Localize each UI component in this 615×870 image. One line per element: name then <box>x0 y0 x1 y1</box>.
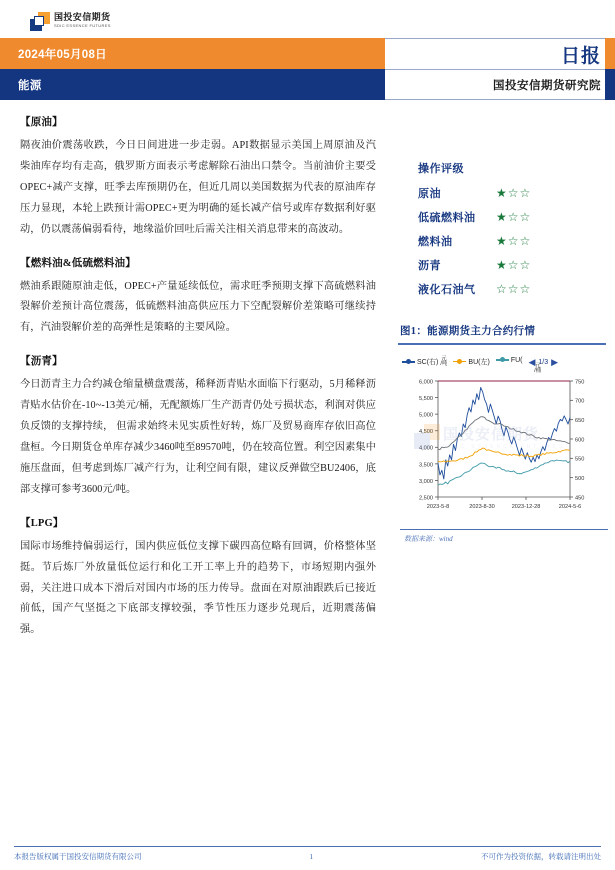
ratings-heading: 操作评级 <box>418 163 464 175</box>
svg-text:2,500: 2,500 <box>419 494 433 501</box>
edge-accent-orange <box>605 38 615 69</box>
svg-text:650: 650 <box>575 417 585 424</box>
section-body: 国际市场维持偏弱运行，国内供应低位支撑下碳四高位略有回调，价格整体坚挺。节后炼厂外放量低位运行和化工开工率上升的趋势下，市场短期内强外弱，关注进口成本下滑后对国内市场的压力传导。盘面在对原油跟跌后已接近前低，国产气坚挺之下底部支撑较强，季节性压力逐步兑现后，近期震荡偏强。 <box>20 540 376 636</box>
content-area <box>0 100 615 655</box>
rating-row-fuel-oil <box>418 233 610 249</box>
svg-text:3,000: 3,000 <box>419 478 433 485</box>
footer-divider <box>14 846 601 847</box>
legend-pager[interactable] <box>528 357 558 368</box>
section-body: 隔夜油价震荡收跌，今日日间进进一步走弱。API数据显示美国上周原油及汽柴油库存均有走高，俄罗斯方面表示考虑解除石油出口禁令。当前油价主要受OPEC+减产支撑，旺季去库预期仍在，但近几周以美国数据为代表的原油库存压力显现，本轮上跌预计需OPEC+更为明确的延长减产信号或库存数据利好驱动，仍以震荡偏弱看待，地缘溢价回吐后需关注相关消息带来的高波动。 <box>20 140 376 235</box>
section-body: 燃油系跟随原油走低，OPEC+产量延续低位，需求旺季预期支撑下高硫燃料油裂解价差预计高位震荡，低硫燃料油高供应压力下空配裂解价差策略可继续持有，汽油裂解价差的高弹性是策略的主要风险。 <box>20 280 376 334</box>
chevron-right-icon[interactable]: ▶ <box>551 356 559 367</box>
svg-text:750: 750 <box>575 378 585 385</box>
rating-row-bitumen <box>418 257 610 273</box>
section-title: 【LPG】 <box>20 517 64 529</box>
legend-swatch-bu <box>453 361 466 363</box>
svg-text:500: 500 <box>575 475 585 482</box>
legend-label-bu: BU(左) <box>468 358 490 366</box>
rating-label: 液化石油气 <box>418 284 476 296</box>
report-type: 日报 <box>560 45 601 67</box>
legend-item-sc[interactable] <box>402 357 447 368</box>
svg-text:5,000: 5,000 <box>419 412 433 419</box>
section-title: 【原油】 <box>20 117 63 128</box>
section-fuel-oil <box>20 255 376 340</box>
watermark-en: SDIC ESSENCE FUTURES <box>443 443 566 450</box>
svg-text:2023-8-30: 2023-8-30 <box>469 503 495 510</box>
section-lpg <box>20 515 376 642</box>
logo-text-en: SDIC ESSENCE FUTURES <box>54 23 111 28</box>
rating-label: 低硫燃料油 <box>418 212 476 224</box>
svg-text:3,500: 3,500 <box>419 461 433 468</box>
institute-name: 国投安信期货研究院 <box>493 79 601 92</box>
svg-text:550: 550 <box>575 456 585 463</box>
section-bitumen <box>20 353 376 500</box>
masthead <box>0 0 615 38</box>
report-type-cell <box>385 38 615 69</box>
institute-cell <box>385 69 615 100</box>
svg-text:6,000: 6,000 <box>419 378 433 385</box>
svg-text:450: 450 <box>575 494 585 501</box>
legend-label-fu: FU( <box>510 356 523 364</box>
figure-title: 图1：能源期货主力合约行情 <box>400 326 536 337</box>
svg-text:2024-5-6: 2024-5-6 <box>558 503 582 510</box>
section-title: 【燃料油&低硫燃料油】 <box>20 257 136 269</box>
date-cell <box>0 38 385 69</box>
rating-label: 原油 <box>418 188 441 200</box>
rating-stars: ★☆☆ <box>496 186 532 200</box>
figure-source: 数据来源：wind <box>404 534 453 543</box>
svg-text:700: 700 <box>575 398 585 405</box>
date-row <box>0 38 615 69</box>
logo-text-cn: 国投安信期货 <box>54 12 111 22</box>
rating-stars: ★☆☆ <box>496 234 532 248</box>
svg-text:4,500: 4,500 <box>419 428 433 435</box>
legend-swatch-sc <box>402 361 415 363</box>
chart-plot-area <box>398 375 610 525</box>
watermark-cn: 国投安信期货 <box>443 425 540 443</box>
rating-stars: ☆☆☆ <box>496 282 532 296</box>
legend-unit-sc: 元 /吨 <box>440 355 448 367</box>
rating-row-low-sulfur-fuel-oil <box>418 209 610 225</box>
legend-item-fu[interactable] <box>496 357 523 364</box>
footer-disclaimer: 不可作为投资依据，转载请注明出处 <box>481 852 601 861</box>
rating-label: 沥青 <box>418 260 441 272</box>
rating-stars: ★☆☆ <box>496 258 532 272</box>
category-row <box>0 69 615 100</box>
figure-divider <box>398 343 606 345</box>
rating-label: 燃料油 <box>418 236 453 248</box>
svg-text:5,500: 5,500 <box>419 395 433 402</box>
report-category: 能源 <box>18 79 42 92</box>
section-body: 今日沥青主力合约减仓缩量横盘震荡，稀释沥青贴水面临下行驱动，5月稀释沥青贴水估价在-10~-13美元/桶，无配额炼厂生产沥青仍处亏损状态，利润对供应负反馈的支撑持续， 但需求始终未见实质性好转，炼厂及贸易商库存依旧高位盘桓。今日期货仓单库存减少3460吨至89570吨，仍在较高位置。利空因素集中施压盘面，但考虑到炼厂减产行为，让利空间有限，建议反弹做空BU2406，底部支撑可参考3600元/吨。 <box>20 379 376 495</box>
chevron-left-icon[interactable]: ◀ <box>528 356 536 367</box>
category-cell <box>0 69 385 100</box>
section-title: 【沥青】 <box>20 356 63 368</box>
chart-card <box>398 351 610 556</box>
legend-item-bu[interactable] <box>453 357 489 367</box>
svg-text:2023-12-28: 2023-12-28 <box>511 503 541 510</box>
article-column <box>0 114 392 655</box>
legend-label-sc: SC(右) <box>417 359 439 366</box>
title-band <box>0 38 615 100</box>
svg-text:4,000: 4,000 <box>419 445 433 452</box>
legend-page-counter: 1/3 <box>538 358 549 366</box>
legend-unit-right: 元 /桶 <box>534 362 542 374</box>
section-crude-oil <box>20 114 376 241</box>
logo-mark-icon <box>30 12 50 31</box>
rating-stars: ★☆☆ <box>496 210 532 224</box>
ratings-panel <box>392 160 610 297</box>
footer-copyright: 本报告版权属于国投安信期货有限公司 <box>14 852 142 861</box>
edge-accent-blue <box>605 69 615 100</box>
page-footer <box>0 846 615 862</box>
rating-row-lpg <box>418 281 610 297</box>
company-logo <box>30 12 111 31</box>
legend-swatch-fu <box>496 359 509 361</box>
svg-text:2023-5-8: 2023-5-8 <box>426 503 450 510</box>
figure-block <box>392 323 610 556</box>
report-date: 2024年05月08日 <box>18 48 107 61</box>
chart-svg <box>398 375 610 525</box>
sidebar-column <box>392 114 615 655</box>
rating-row-crude-oil <box>418 185 610 201</box>
footer-page-number: 1 <box>309 852 314 861</box>
chart-legend <box>398 351 610 375</box>
svg-text:600: 600 <box>575 436 585 443</box>
